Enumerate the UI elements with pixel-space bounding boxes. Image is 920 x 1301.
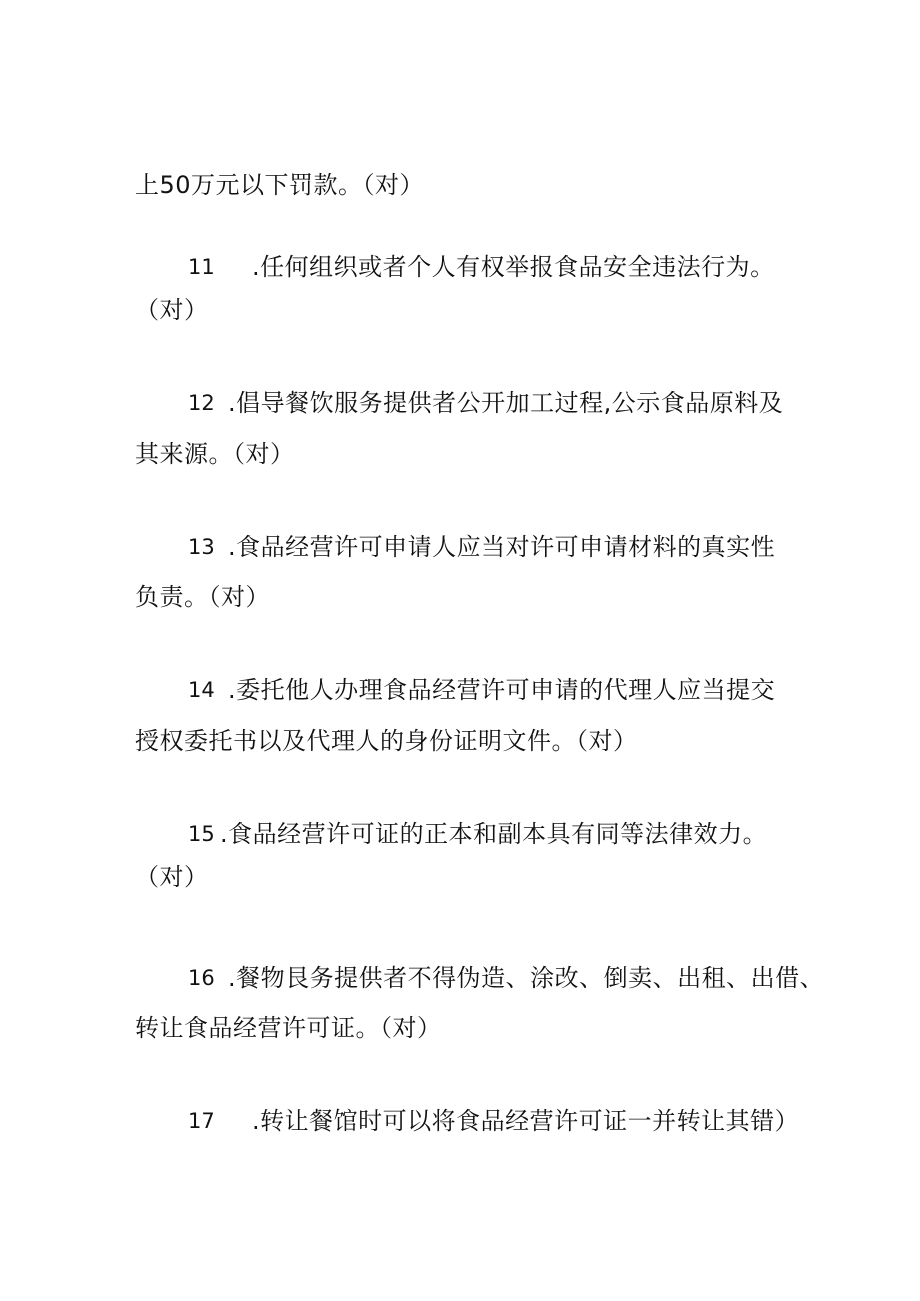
item-text-continued: 转让食品经营许可证。（对） bbox=[135, 1014, 442, 1042]
item-number: 12 bbox=[188, 391, 215, 415]
item-text: .食品经营许可申请人应当对许可申请材料的真实性 bbox=[228, 533, 776, 561]
item-text-continued: 其来源。（对） bbox=[135, 440, 295, 468]
item-number: 13 bbox=[188, 535, 215, 559]
continuation-line: 上50万元以下罚款。（对） bbox=[135, 171, 425, 199]
item-text: .食品经营许可证的正本和副本具有同等法律效力。 bbox=[220, 820, 768, 848]
item-number: 17 bbox=[188, 1109, 215, 1133]
item-text: .餐物艮务提供者不得伪造、涂改、倒卖、出租、出借、 bbox=[228, 964, 825, 992]
item-text: .倡导餐饮服务提供者公开加工过程,公示食品原料及 bbox=[228, 389, 784, 417]
item-number: 15 bbox=[188, 822, 215, 846]
item-number: 11 bbox=[188, 255, 215, 279]
item-text: .任何组织或者个人有权举报食品安全违法行为。 bbox=[252, 253, 775, 281]
item-number: 14 bbox=[188, 678, 215, 702]
item-number: 16 bbox=[188, 966, 215, 990]
item-text-continued: （对） bbox=[135, 863, 209, 891]
item-text-continued: 负责。（对） bbox=[135, 583, 270, 611]
item-text-continued: 授权委托书以及代理人的身份证明文件。（对） bbox=[135, 727, 638, 755]
item-text-continued: （对） bbox=[135, 296, 209, 324]
item-text: .转让餐馆时可以将食品经营许可证一并转让其错） bbox=[252, 1107, 800, 1135]
item-text: .委托他人办理食品经营许可申请的代理人应当提交 bbox=[228, 676, 776, 704]
